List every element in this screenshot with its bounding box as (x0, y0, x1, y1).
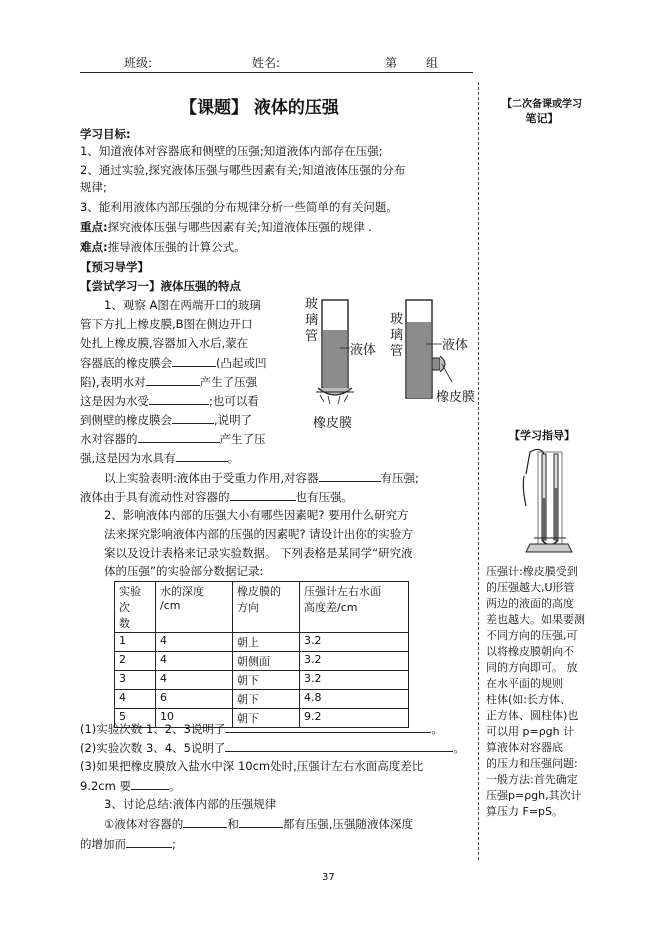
table-cell: 5 (115, 709, 156, 728)
table-cell: 1 (115, 633, 156, 652)
text: (1)实验次数 1、2、3说明了 (80, 722, 226, 736)
table-header-cell: 压强计左右水面 高度差/cm (300, 582, 409, 633)
text: 管 (390, 344, 404, 359)
answer-blank[interactable] (239, 815, 283, 828)
attempt-text: 液体压强的特点 (160, 279, 241, 293)
text: 以上实验表明:液体由于受重力作用,对容器 (104, 471, 319, 485)
discussion-line (104, 815, 413, 833)
text: 。 (431, 722, 443, 736)
para1-line (80, 354, 267, 372)
text: ; (172, 837, 176, 851)
name-label: 姓名: (252, 56, 281, 70)
answer-blank[interactable] (172, 411, 214, 424)
answer-blank[interactable] (225, 739, 453, 752)
answer-blank[interactable] (230, 488, 296, 501)
table-cell: 4 (115, 690, 156, 709)
membrane-label-b: 橡皮膜 (436, 390, 476, 405)
table-header-cell: 水的深度 /cm (156, 582, 233, 633)
table-cell: 朝下 (233, 709, 300, 728)
question-3: (3)如果把橡皮膜放入盐水中深 10cm处时,压强计左右水面高度差比 (80, 759, 424, 773)
text: 液体由于具有流动性对容器的 (80, 490, 230, 504)
para1-line (80, 411, 252, 429)
side-opening-b (432, 358, 440, 370)
question-2 (80, 739, 465, 757)
table-cell: 朝上 (233, 633, 300, 652)
text: 这是因为水受 (80, 394, 149, 408)
para2-line: 2、影响液体内部的压强大小有哪些因素呢? 要用什么研究方 (104, 508, 409, 522)
guide-line: 正方体、圆柱体)也 (486, 709, 579, 722)
text: 产生了压强 (199, 375, 258, 389)
table-cell: 4 (156, 652, 233, 671)
guide-line: 压强计:橡皮膜受到 (486, 565, 578, 578)
text: 管 (305, 329, 319, 344)
question-1 (80, 720, 443, 738)
notes-title: 【二次备课或学习 (502, 99, 582, 110)
guide-line: 的压力和压强问题: (486, 757, 578, 770)
text: 璃 (305, 313, 319, 328)
text: 和 (227, 817, 239, 831)
text: 玻 (390, 312, 404, 327)
table-header-cell: 橡皮膜的 方向 (233, 582, 300, 633)
guide-line: 一般方法:首先确定 (486, 773, 578, 786)
difficulty (80, 239, 246, 256)
text: 玻 (305, 297, 319, 312)
page-number: 37 (322, 872, 335, 883)
data-table (114, 581, 409, 728)
answer-blank[interactable] (225, 720, 431, 733)
table-cell: 9.2 (300, 709, 409, 728)
difficulty-text: 推导液体压强的计算公式。 (107, 240, 246, 254)
guide-line: 在水平面的规则 (486, 677, 563, 690)
table-cell: 4.8 (300, 690, 409, 709)
answer-blank[interactable] (176, 449, 228, 462)
summary-line (104, 469, 419, 487)
notes-title-2: 笔记】 (525, 112, 559, 125)
table-cell: 3.2 (300, 652, 409, 671)
answer-blank[interactable] (126, 835, 172, 848)
table-cell: 朝侧面 (233, 652, 300, 671)
para1-line (80, 449, 239, 467)
para1-line (80, 392, 259, 410)
header-rule (80, 72, 473, 73)
guide-line: 不同方向的压强,可 (486, 629, 578, 642)
text: 璃 (390, 328, 404, 343)
text: 。 (453, 741, 465, 755)
text: 产生了压 (219, 432, 266, 446)
para1-line: 1、观察 A图在两端开口的玻璃 (104, 298, 261, 312)
membrane-bulge-b (440, 356, 445, 372)
objective-line: 3、能利用液体内部压强的分布规律分析一些简单的有关问题。 (80, 200, 398, 214)
attempt-label: 【尝试学习一】 (80, 279, 161, 293)
liquid-a (323, 330, 347, 388)
guide-text (486, 564, 596, 820)
liquid-b (407, 322, 431, 398)
answer-blank[interactable] (138, 430, 220, 443)
text: 强,这是因为水具有 (80, 451, 176, 465)
table-header-row (115, 582, 409, 633)
text: 。 (168, 779, 181, 793)
para2-line: 体的压强”的实验部分数据记录: (104, 564, 264, 578)
guide-title: 【学习指导】 (509, 429, 575, 442)
text: ①液体对容器的 (104, 817, 184, 831)
group-suffix: 组 (426, 56, 439, 70)
glass-label-a (305, 297, 319, 345)
answer-blank[interactable] (319, 469, 381, 482)
text: 容器底的橡皮膜会 (80, 356, 172, 370)
text: 到侧壁的橡皮膜会 (80, 413, 172, 427)
key-point (80, 219, 372, 236)
answer-blank[interactable] (149, 392, 209, 405)
guide-line: 算压力 F=pS。 (486, 805, 564, 818)
table-cell: 朝下 (233, 671, 300, 690)
liquid-label-b: 液体 (442, 338, 469, 353)
table-cell: 6 (156, 690, 233, 709)
attempt-heading (80, 278, 241, 295)
objective-line: 规律; (80, 180, 107, 194)
para1-line: 管下方扎上橡皮膜,B图在侧边开口 (80, 317, 253, 331)
text: (2)实验次数 3、4、5说明了 (80, 741, 226, 755)
pressure-gauge-icon (520, 448, 580, 558)
para2-line: 法来探究影响液体内部的压强的因素呢? 请设计出你的实验方 (104, 527, 413, 541)
para1-line (80, 430, 266, 448)
key-point-label: 重点: (80, 220, 108, 234)
guide-line: 的压强越大,U形管 (486, 581, 575, 594)
glass-label-b (390, 312, 404, 360)
answer-blank[interactable] (146, 373, 200, 386)
answer-blank[interactable] (183, 815, 227, 828)
question-3-cont (80, 777, 180, 795)
objective-line: 2、通过实验,探究液体压强与哪些因素有关;知道液体压强的分布 (80, 163, 406, 177)
difficulty-label: 难点: (80, 240, 108, 254)
group-prefix: 第 (385, 56, 398, 70)
guide-line: 可以用 p=ρgh 计 (486, 725, 575, 738)
guide-line: 同的方向即可。 放 (486, 661, 578, 674)
summary-line (80, 488, 353, 506)
para1-line: 处扎上橡皮膜,容器加入水后,蒙在 (80, 336, 249, 350)
text: ;也可以看 (209, 394, 259, 408)
objectives-heading: 学习目标: (80, 127, 131, 141)
discussion-heading: 3、讨论总结:液体内部的压强规律 (104, 797, 277, 811)
text: 也有压强。 (295, 490, 353, 504)
text: (凸起或凹 (216, 356, 267, 370)
table-cell: 2 (115, 652, 156, 671)
table-cell: 3.2 (300, 633, 409, 652)
membrane-label-a: 橡皮膜 (313, 416, 353, 431)
text: 陷),表明水对 (80, 375, 146, 389)
para2-line: 案以及设计表格来记录实验数据。 下列表格是某同学“研究液 (104, 546, 413, 560)
table-row (115, 671, 409, 690)
table-cell: 4 (156, 671, 233, 690)
table-cell: 3 (115, 671, 156, 690)
guide-line: 算液体对容器底 (486, 741, 563, 754)
para1-line (80, 373, 257, 391)
column-divider (478, 82, 479, 860)
text: 水对容器的 (80, 432, 138, 446)
guide-line: 柱体(如:长方体、 (486, 693, 571, 706)
guide-line: 压强p=ρgh,其次计 (486, 789, 582, 802)
liquid-label-a: 液体 (350, 343, 377, 358)
guide-line: 差也越大。如果要测 (486, 613, 585, 626)
table-row (115, 690, 409, 709)
text: 都有压强,压强随液体深度 (282, 817, 413, 831)
text: ,说明了 (214, 413, 253, 427)
key-point-text: 探究液体压强与哪些因素有关;知道液体压强的规律 . (107, 220, 372, 234)
answer-blank[interactable] (172, 354, 216, 367)
guide-line: 两边的液面的高度 (486, 597, 574, 610)
discussion-line (80, 835, 176, 853)
table-header-cell: 实验次 数 (115, 582, 156, 633)
table-row (115, 652, 409, 671)
table-cell: 朝下 (233, 690, 300, 709)
text: 。 (227, 451, 240, 465)
table-cell: 3.2 (300, 671, 409, 690)
guide-line: 以将橡皮膜朝向不 (486, 645, 574, 658)
text: 有压强; (380, 471, 419, 485)
table-cell: 4 (156, 633, 233, 652)
preview-heading: 【预习导学】 (80, 260, 149, 274)
membrane-ties-a (320, 395, 348, 404)
table-cell: 10 (156, 709, 233, 728)
objective-line: 1、知道液体对容器底和侧壁的压强;知道液体内部存在压强; (80, 144, 383, 158)
text: 9.2cm 要 (80, 779, 131, 793)
table-row (115, 633, 409, 652)
class-label: 班级: (124, 56, 153, 70)
answer-blank[interactable] (131, 777, 169, 790)
text: 的增加而 (80, 837, 126, 851)
page-title: 【课题】 液体的压强 (180, 98, 339, 118)
